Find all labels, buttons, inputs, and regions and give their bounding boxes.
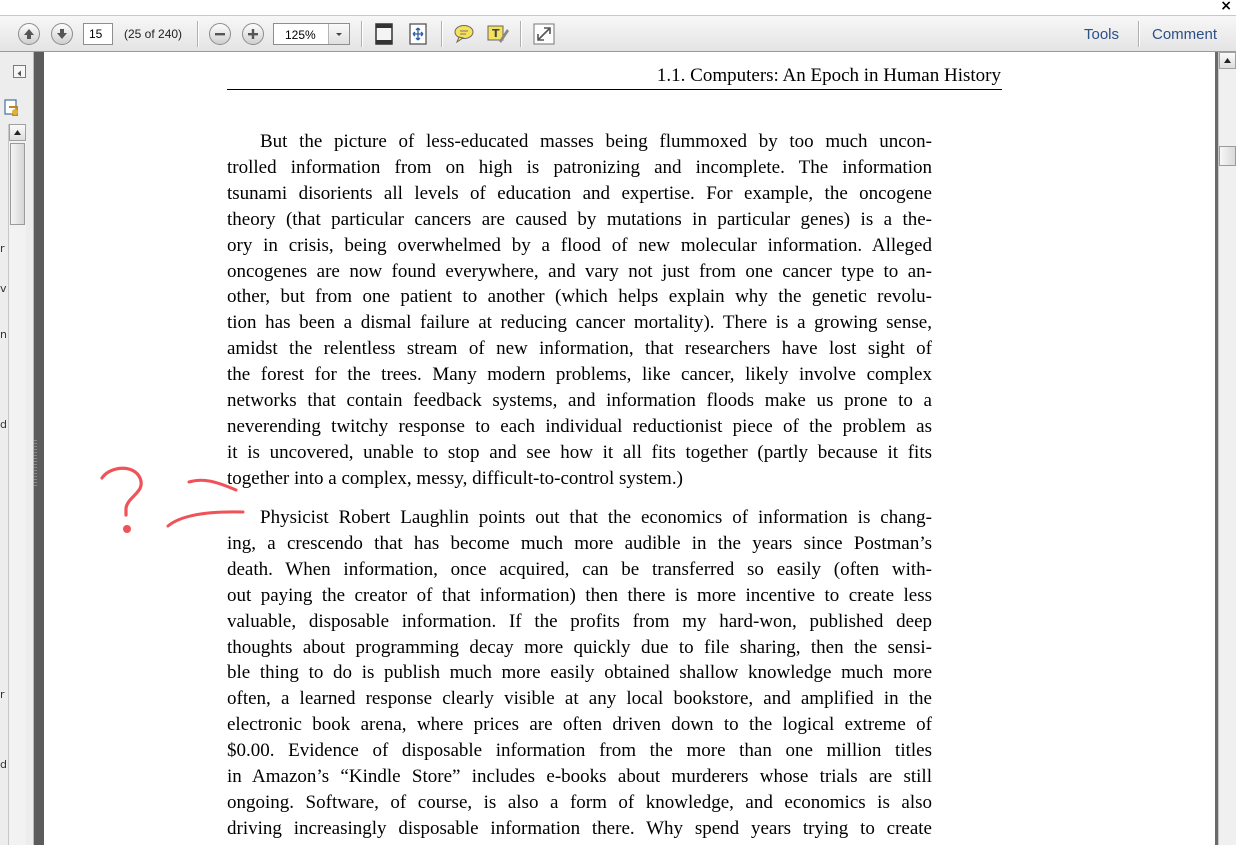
panel-text-fragment: v [0,282,7,295]
text-line: out paying the creator of that information) then there is more incentive to create less [227,584,932,606]
chevron-down-icon[interactable] [328,24,349,44]
attachments-icon[interactable] [3,98,21,123]
fit-width-icon [407,22,429,46]
chevron-left-icon [14,68,25,79]
header-rule [227,89,1002,90]
next-page-button[interactable] [51,23,73,45]
document-page [44,52,1215,845]
toolbar-divider [361,21,363,47]
fit-width-button[interactable] [406,22,430,46]
svg-text:T: T [492,27,500,40]
text-line: oncogenes are now found everywhere, and vary not just from one cancer type to an- [227,260,932,282]
paragraph-2 [227,505,932,842]
toolbar-divider [1138,21,1140,47]
page-count-label: (25 of 240) [124,27,183,41]
text-line: trolled information from on high is patronizing and incomplete. The information [227,156,932,178]
fit-page-button[interactable] [372,22,396,46]
plus-icon [246,27,260,41]
highlight-note-icon [485,23,509,45]
text-line: it is uncovered, unable to stop and see how it all fits together (partly because it fits [227,441,932,463]
toolbar-divider [441,21,443,47]
text-line: thoughts about programming decay more quickly due to file sharing, then the sensi- [227,636,932,658]
text-line: death. When information, once acquired, can be transferred so easily (often with- [227,558,932,580]
panel-text-fragment: r [0,242,5,255]
text-line: tion has been a dismal failure at reducing cancer mortality). There is a growing sense, [227,312,932,334]
panel-text-fragment: d [0,418,7,431]
text-line: the forest for the trees. Many modern problems, like cancer, likely involve complex [227,364,932,386]
text-line: amidst the relentless stream of new information, that researchers have lost sight of [227,338,932,360]
panel-scrollbar[interactable] [8,124,26,845]
text-line: ory in crisis, being overwhelmed by a flood of new molecular information. Alleged [227,234,932,256]
scroll-up-button[interactable] [9,124,26,141]
minus-icon [213,27,227,41]
panel-text-fragment: r [0,688,5,701]
text-line: often, a learned response clearly visible at any local bookstore, and amplified in the [227,688,932,710]
down-arrow-icon [55,27,69,41]
text-line: ing, a crescendo that has become much more audible in the years since Postman’s [227,532,932,554]
text-line: valuable, disposable information. If the profits from my hard-won, published deep [227,610,932,632]
previous-page-button[interactable] [18,23,40,45]
speech-bubble-icon [452,23,476,45]
collapse-panel-button[interactable] [13,65,26,78]
paragraph-1 [227,129,932,492]
panel-text-fragment: n [0,328,7,341]
text-line: driving increasingly disposable information there. Why spend years trying to create [227,817,932,839]
document-scrollbar[interactable] [1218,52,1236,845]
up-arrow-icon [22,27,36,41]
text-line: neverending twitchy response to each individual reductionist piece of the problem as [227,415,932,437]
expand-icon [532,22,556,46]
zoom-out-button[interactable] [209,23,231,45]
running-head: 1.1. Computers: An Epoch in Human History [656,65,1001,86]
toolbar-divider [197,21,199,47]
scroll-up-button[interactable] [1219,52,1236,69]
tools-link[interactable]: Tools [1084,26,1120,43]
text-line: ongoing. Software, of course, is also a form of knowledge, and economics is also [227,791,932,813]
comment-link[interactable]: Comment [1152,26,1218,43]
panel-text-fragment: d [0,758,7,771]
fit-page-icon [373,22,395,46]
text-line: in Amazon’s “Kindle Store” includes e-books about murderers whose trials are still [227,766,932,788]
text-line: together into a complex, messy, difficult-to-control system.) [227,467,683,489]
text-line: tsunami disorients all levels of education and expertise. For example, the oncogene [227,182,932,204]
page-number-input[interactable]: 15 [83,23,113,45]
triangle-up-icon [10,125,25,140]
text-line: Physicist Robert Laughlin points out that the economics of information is chang- [260,507,932,528]
triangle-up-icon [1220,53,1235,68]
text-line: theory (that particular cancers are caused by mutations in particular genes) is a the- [227,208,932,230]
highlight-note-button[interactable] [485,22,509,46]
window-top-strip [0,0,1236,15]
text-line: electronic book arena, where prices are often driven down to the logical extreme of [227,714,932,736]
toolbar [0,15,1236,52]
text-line: $0.00. Evidence of disposable information from the more than one million titles [227,740,932,762]
close-icon[interactable]: × [1220,0,1232,14]
navigation-panel [0,52,34,845]
text-line: networks that contain feedback systems, and information floods make us prone to a [227,390,932,412]
text-line: But the picture of less-educated masses being flummoxed by too much uncon- [260,131,932,152]
zoom-value: 125% [285,28,316,42]
zoom-select[interactable] [273,23,350,45]
panel-resize-handle[interactable] [34,440,37,488]
document-scroll-thumb[interactable] [1219,146,1236,166]
zoom-in-button[interactable] [242,23,264,45]
text-line: other, but from one patient to another (which helps explain why the genetic revolu- [227,286,932,308]
fullscreen-button[interactable] [532,22,556,46]
toolbar-divider [520,21,522,47]
text-line: ble thing to do is publish much more easily obtained shallow knowledge much more [227,662,932,684]
panel-scroll-thumb[interactable] [10,143,25,225]
add-comment-button[interactable] [452,22,476,46]
